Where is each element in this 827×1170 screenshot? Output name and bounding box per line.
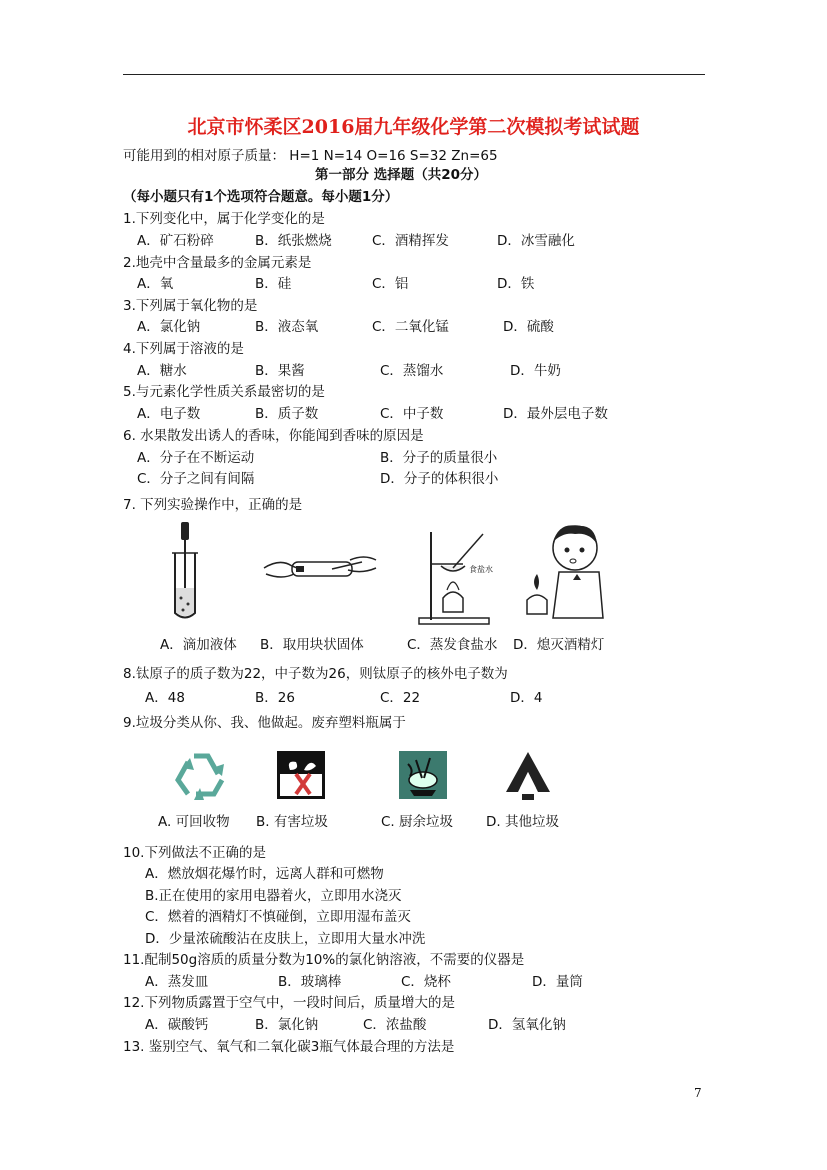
option: A．分子在不断运动 (137, 450, 255, 466)
question-stem: 2.地壳中含量最多的金属元素是 (123, 255, 312, 271)
option: D．4 (510, 690, 543, 706)
option: D．量筒 (532, 974, 583, 990)
option: A．氧 (137, 276, 174, 292)
option: B．质子数 (255, 406, 319, 422)
option: B．分子的质量很小 (380, 450, 498, 466)
section-heading: 第一部分 选择题（共20分） (315, 167, 487, 183)
option: D．牛奶 (510, 363, 561, 379)
option: A．电子数 (137, 406, 201, 422)
option: C．酒精挥发 (372, 233, 449, 249)
option: B. 有害垃圾 (256, 814, 328, 830)
option: C．22 (380, 690, 421, 706)
option: A．糖水 (137, 363, 187, 379)
option: B．液态氧 (255, 319, 319, 335)
option: A．燃放烟花爆竹时，远离人群和可燃物 (145, 866, 384, 882)
option: C．中子数 (380, 406, 444, 422)
option: A．氯化钠 (137, 319, 201, 335)
option: B．硅 (255, 276, 292, 292)
option: D．熄灭酒精灯 (513, 637, 605, 653)
other-waste-icon (502, 748, 554, 802)
question-stem: 13. 鉴别空气、氧气和二氧化碳3瓶气体最合理的方法是 (123, 1039, 455, 1055)
option: C．分子之间有间隔 (137, 471, 255, 487)
option: C．浓盐酸 (363, 1017, 427, 1033)
page-title: 北京市怀柔区2016届九年级化学第二次模拟考试试题 (187, 116, 640, 138)
option: C．铝 (372, 276, 409, 292)
option: A．蒸发皿 (145, 974, 209, 990)
dropper-test-tube-figure (165, 518, 205, 623)
question-stem: 9.垃圾分类从你、我、他做起。废弃塑料瓶属于 (123, 715, 406, 731)
option: D．铁 (497, 276, 535, 292)
option: C．二氧化锰 (372, 319, 449, 335)
salt-water-label: 食盐水 (469, 565, 493, 574)
option: C．烧杯 (401, 974, 451, 990)
option: D．氢氧化钠 (488, 1017, 566, 1033)
option: C．燃着的酒精灯不慎碰倒，立即用湿布盖灭 (145, 909, 411, 925)
question-stem: 4.下列属于溶液的是 (123, 341, 244, 357)
option: A．48 (145, 690, 185, 706)
recyclable-icon (172, 748, 230, 800)
option: C. 厨余垃圾 (381, 814, 454, 830)
option: D. 其他垃圾 (486, 814, 559, 830)
option: B．果酱 (255, 363, 305, 379)
evaporation-setup-figure (413, 524, 503, 629)
header-rule (123, 74, 705, 75)
question-stem: 12.下列物质露置于空气中，一段时间后，质量增大的是 (123, 995, 455, 1011)
option: A．矿石粉碎 (137, 233, 214, 249)
option: D．少量浓硫酸沾在皮肤上，立即用大量水冲洗 (145, 931, 426, 947)
option: D．分子的体积很小 (380, 471, 499, 487)
section-note: （每小题只有1个选项符合题意。每小题1分） (123, 189, 399, 205)
option: B.正在使用的家用电器着火，立即用水浇灭 (145, 888, 402, 904)
option: B．玻璃棒 (278, 974, 342, 990)
question-stem: 8.钛原子的质子数为22，中子数为26，则钛原子的核外电子数为 (123, 666, 508, 682)
question-stem: 6. 水果散发出诱人的香味，你能闻到香味的原因是 (123, 428, 424, 444)
option: B．取用块状固体 (260, 637, 364, 653)
option: C．蒸馏水 (380, 363, 444, 379)
question-stem: 7. 下列实验操作中，正确的是 (123, 497, 303, 513)
option: D．冰雪融化 (497, 233, 575, 249)
option: D．最外层电子数 (503, 406, 608, 422)
option: A. 可回收物 (158, 814, 230, 830)
question-stem: 10.下列做法不正确的是 (123, 845, 266, 861)
option: B．纸张燃烧 (255, 233, 332, 249)
question-stem: 1.下列变化中，属于化学变化的是 (123, 211, 325, 227)
option: C．蒸发食盐水 (407, 637, 498, 653)
option: B．氯化钠 (255, 1017, 319, 1033)
option: A．碳酸钙 (145, 1017, 209, 1033)
question-stem: 5.与元素化学性质关系最密切的是 (123, 384, 325, 400)
option: A．滴加液体 (160, 637, 237, 653)
atomic-mass-line: 可能用到的相对原子质量： H=1 N=14 O=16 S=32 Zn=65 (123, 148, 498, 164)
question-stem: 3.下列属于氧化物的是 (123, 298, 258, 314)
solid-transfer-figure (262, 548, 380, 588)
page-number: 7 (694, 1086, 702, 1100)
question-stem: 11.配制50g溶质的质量分数为10%的氯化钠溶液，不需要的仪器是 (123, 952, 525, 968)
kitchen-waste-icon (398, 750, 448, 800)
boy-blowing-lamp-figure (519, 518, 611, 626)
option: D．硫酸 (503, 319, 554, 335)
hazardous-waste-icon (276, 750, 326, 800)
option: B．26 (255, 690, 295, 706)
